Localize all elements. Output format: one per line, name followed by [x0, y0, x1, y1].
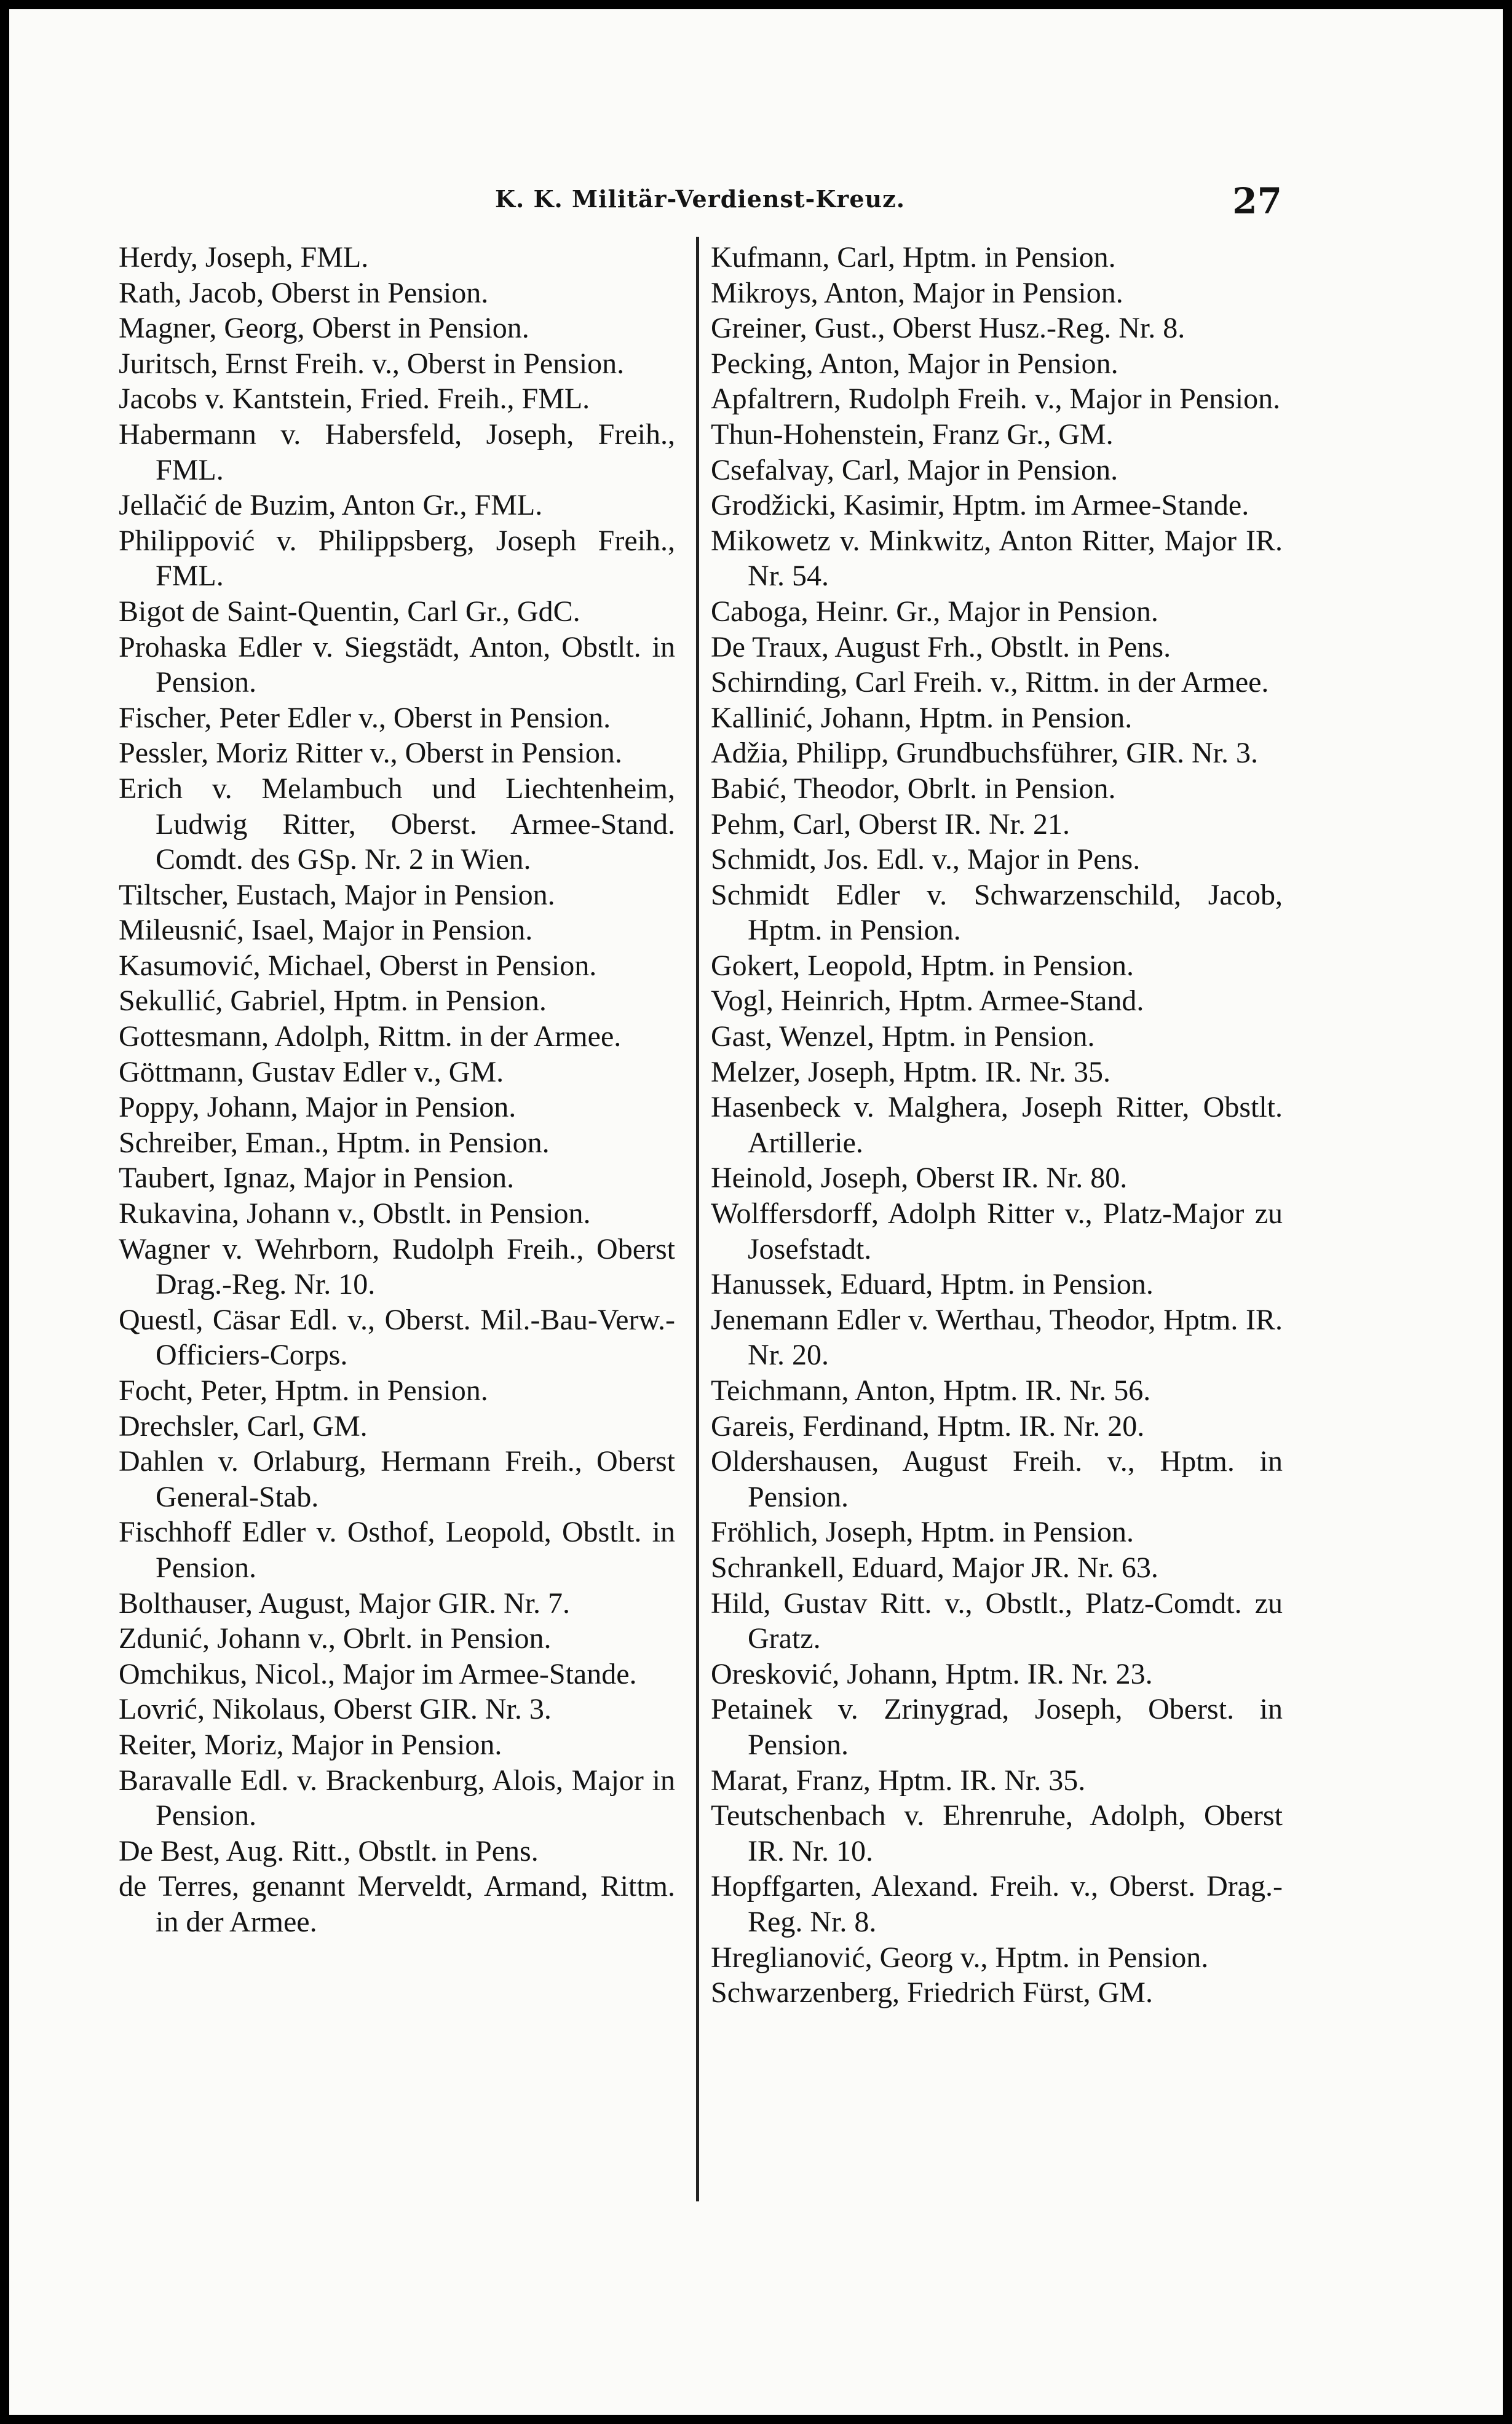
list-entry: Grodžicki, Kasimir, Hptm. im Armee-Stande. — [711, 489, 1249, 522]
list-entry: De Best, Aug. Ritt., Obstlt. in Pens. — [119, 1834, 539, 1868]
list-entry: Oldershausen, August Freih. v., Hptm. in Pension. — [711, 1445, 1283, 1513]
list-entry: Dahlen v. Orlaburg, Hermann Freih., Oberst General-Stab. — [119, 1445, 675, 1513]
list-entry: Pehm, Carl, Oberst IR. Nr. 21. — [711, 807, 1070, 841]
list-entry: Questl, Cäsar Edl. v., Oberst. Mil.-Bau-Verw.-Officiers-Corps. — [119, 1303, 675, 1372]
list-entry: Juritsch, Ernst Freih. v., Oberst in Pension. — [119, 347, 625, 380]
list-entry: Jenemann Edler v. Werthau, Theodor, Hptm. IR. Nr. 20. — [711, 1303, 1283, 1372]
list-entry: Csefalvay, Carl, Major in Pension. — [711, 453, 1118, 486]
list-entry: Babić, Theodor, Obrlt. in Pension. — [711, 772, 1116, 805]
list-entry: Sekullić, Gabriel, Hptm. in Pension. — [119, 984, 547, 1018]
list-entry: Pessler, Moriz Ritter v., Oberst in Pension. — [119, 737, 622, 770]
list-entry: Jacobs v. Kantstein, Fried. Freih., FML. — [119, 382, 590, 416]
list-entry: Adžia, Philipp, Grundbuchsführer, GIR. Nr. 3. — [711, 737, 1258, 770]
list-entry: Baravalle Edl. v. Brackenburg, Alois, Major in Pension. — [119, 1764, 675, 1832]
list-entry: Philippović v. Philippsberg, Joseph Freih., FML. — [119, 524, 675, 593]
list-entry: Vogl, Heinrich, Hptm. Armee-Stand. — [711, 984, 1144, 1018]
list-entry: Hanussek, Eduard, Hptm. in Pension. — [711, 1268, 1154, 1301]
list-entry: Habermann v. Habersfeld, Joseph, Freih., FML. — [119, 418, 675, 486]
running-title: K. K. Militär-Verdienst-Kreuz. — [495, 185, 905, 213]
list-entry: Omchikus, Nicol., Major im Armee-Stande. — [119, 1657, 637, 1690]
list-entry: Melzer, Joseph, Hptm. IR. Nr. 35. — [711, 1055, 1110, 1088]
list-entry: Hasenbeck v. Malghera, Joseph Ritter, Obstlt. Artillerie. — [711, 1091, 1283, 1159]
list-entry: Schmidt, Jos. Edl. v., Major in Pens. — [711, 843, 1141, 876]
column-divider — [696, 237, 699, 2201]
list-entry: Wolffersdorff, Adolph Ritter v., Platz-Major zu Josefstadt. — [711, 1197, 1283, 1265]
list-entry: Magner, Georg, Oberst in Pension. — [119, 312, 529, 345]
list-entry: Caboga, Heinr. Gr., Major in Pension. — [711, 595, 1158, 628]
list-entry: Schmidt Edler v. Schwarzenschild, Jacob, Hptm. in Pension. — [711, 878, 1283, 947]
list-entry: Rukavina, Johann v., Obstlt. in Pension. — [119, 1197, 591, 1230]
left-column — [119, 240, 675, 1940]
list-entry: Lovrić, Nikolaus, Oberst GIR. Nr. 3. — [119, 1693, 552, 1726]
list-entry: Taubert, Ignaz, Major in Pension. — [119, 1162, 515, 1195]
list-entry: Schreiber, Eman., Hptm. in Pension. — [119, 1126, 550, 1159]
list-entry: Hopffgarten, Alexand. Freih. v., Oberst. Drag.-Reg. Nr. 8. — [711, 1870, 1283, 1938]
list-entry: Gareis, Ferdinand, Hptm. IR. Nr. 20. — [711, 1409, 1145, 1443]
list-entry: Thun-Hohenstein, Franz Gr., GM. — [711, 418, 1114, 451]
list-entry: Rath, Jacob, Oberst in Pension. — [119, 276, 489, 309]
list-entry: Teichmann, Anton, Hptm. IR. Nr. 56. — [711, 1374, 1151, 1407]
list-entry: Poppy, Johann, Major in Pension. — [119, 1091, 517, 1124]
list-entry: Fröhlich, Joseph, Hptm. in Pension. — [711, 1516, 1134, 1549]
list-entry: Petainek v. Zrinygrad, Joseph, Oberst. in Pension. — [711, 1693, 1283, 1761]
list-entry: Kasumović, Michael, Oberst in Pension. — [119, 949, 597, 982]
list-entry: Erich v. Melambuch und Liechtenheim, Ludwig Ritter, Oberst. Armee-Stand. Comdt. des GSp. Nr. 2 in Wien. — [119, 772, 675, 876]
list-entry: Zdunić, Johann v., Obrlt. in Pension. — [119, 1622, 552, 1655]
list-entry: Kallinić, Johann, Hptm. in Pension. — [711, 701, 1133, 734]
document-page — [9, 9, 1503, 2415]
list-entry: Fischhoff Edler v. Osthof, Leopold, Obstlt. in Pension. — [119, 1516, 675, 1584]
right-column — [711, 240, 1283, 2011]
list-entry: Mikowetz v. Minkwitz, Anton Ritter, Major IR. Nr. 54. — [711, 524, 1283, 593]
list-entry: Gast, Wenzel, Hptm. in Pension. — [711, 1020, 1095, 1053]
list-entry: Apfaltrern, Rudolph Freih. v., Major in Pension. — [711, 382, 1281, 416]
list-entry: Hreglianović, Georg v., Hptm. in Pension. — [711, 1941, 1209, 1974]
list-entry: Prohaska Edler v. Siegstädt, Anton, Obstlt. in Pension. — [119, 630, 675, 699]
list-entry: Bolthauser, August, Major GIR. Nr. 7. — [119, 1586, 571, 1620]
list-entry: Pecking, Anton, Major in Pension. — [711, 347, 1118, 380]
list-entry: Heinold, Joseph, Oberst IR. Nr. 80. — [711, 1162, 1128, 1195]
list-entry: Oresković, Johann, Hptm. IR. Nr. 23. — [711, 1657, 1153, 1690]
list-entry: Bigot de Saint-Quentin, Carl Gr., GdC. — [119, 595, 580, 628]
list-entry: Kufmann, Carl, Hptm. in Pension. — [711, 241, 1116, 274]
list-entry: Mikroys, Anton, Major in Pension. — [711, 276, 1123, 309]
list-entry: Marat, Franz, Hptm. IR. Nr. 35. — [711, 1764, 1086, 1797]
list-entry: Gokert, Leopold, Hptm. in Pension. — [711, 949, 1134, 982]
list-entry: Teutschenbach v. Ehrenruhe, Adolph, Oberst IR. Nr. 10. — [711, 1799, 1283, 1868]
list-entry: de Terres, genannt Merveldt, Armand, Rittm. in der Armee. — [119, 1870, 675, 1938]
list-entry: Herdy, Joseph, FML. — [119, 241, 369, 274]
page-number: 27 — [1232, 180, 1282, 222]
list-entry: Focht, Peter, Hptm. in Pension. — [119, 1374, 488, 1407]
list-entry: Greiner, Gust., Oberst Husz.-Reg. Nr. 8. — [711, 312, 1185, 345]
list-entry: Wagner v. Wehrborn, Rudolph Freih., Oberst Drag.-Reg. Nr. 10. — [119, 1232, 675, 1301]
list-entry: De Traux, August Frh., Obstlt. in Pens. — [711, 630, 1171, 663]
list-entry: Mileusnić, Isael, Major in Pension. — [119, 914, 533, 947]
list-entry: Tiltscher, Eustach, Major in Pension. — [119, 878, 555, 911]
list-entry: Hild, Gustav Ritt. v., Obstlt., Platz-Comdt. zu Gratz. — [711, 1586, 1283, 1655]
list-entry: Gottesmann, Adolph, Rittm. in der Armee. — [119, 1020, 622, 1053]
list-entry: Schrankell, Eduard, Major JR. Nr. 63. — [711, 1551, 1158, 1584]
list-entry: Fischer, Peter Edler v., Oberst in Pension. — [119, 701, 611, 734]
list-entry: Reiter, Moriz, Major in Pension. — [119, 1728, 502, 1761]
list-entry: Drechsler, Carl, GM. — [119, 1409, 368, 1443]
list-entry: Jellačić de Buzim, Anton Gr., FML. — [119, 489, 543, 522]
running-head — [132, 180, 1282, 223]
list-entry: Göttmann, Gustav Edler v., GM. — [119, 1055, 504, 1088]
list-entry: Schirnding, Carl Freih. v., Rittm. in der Armee. — [711, 666, 1269, 699]
list-entry: Schwarzenberg, Friedrich Fürst, GM. — [711, 1976, 1153, 2010]
